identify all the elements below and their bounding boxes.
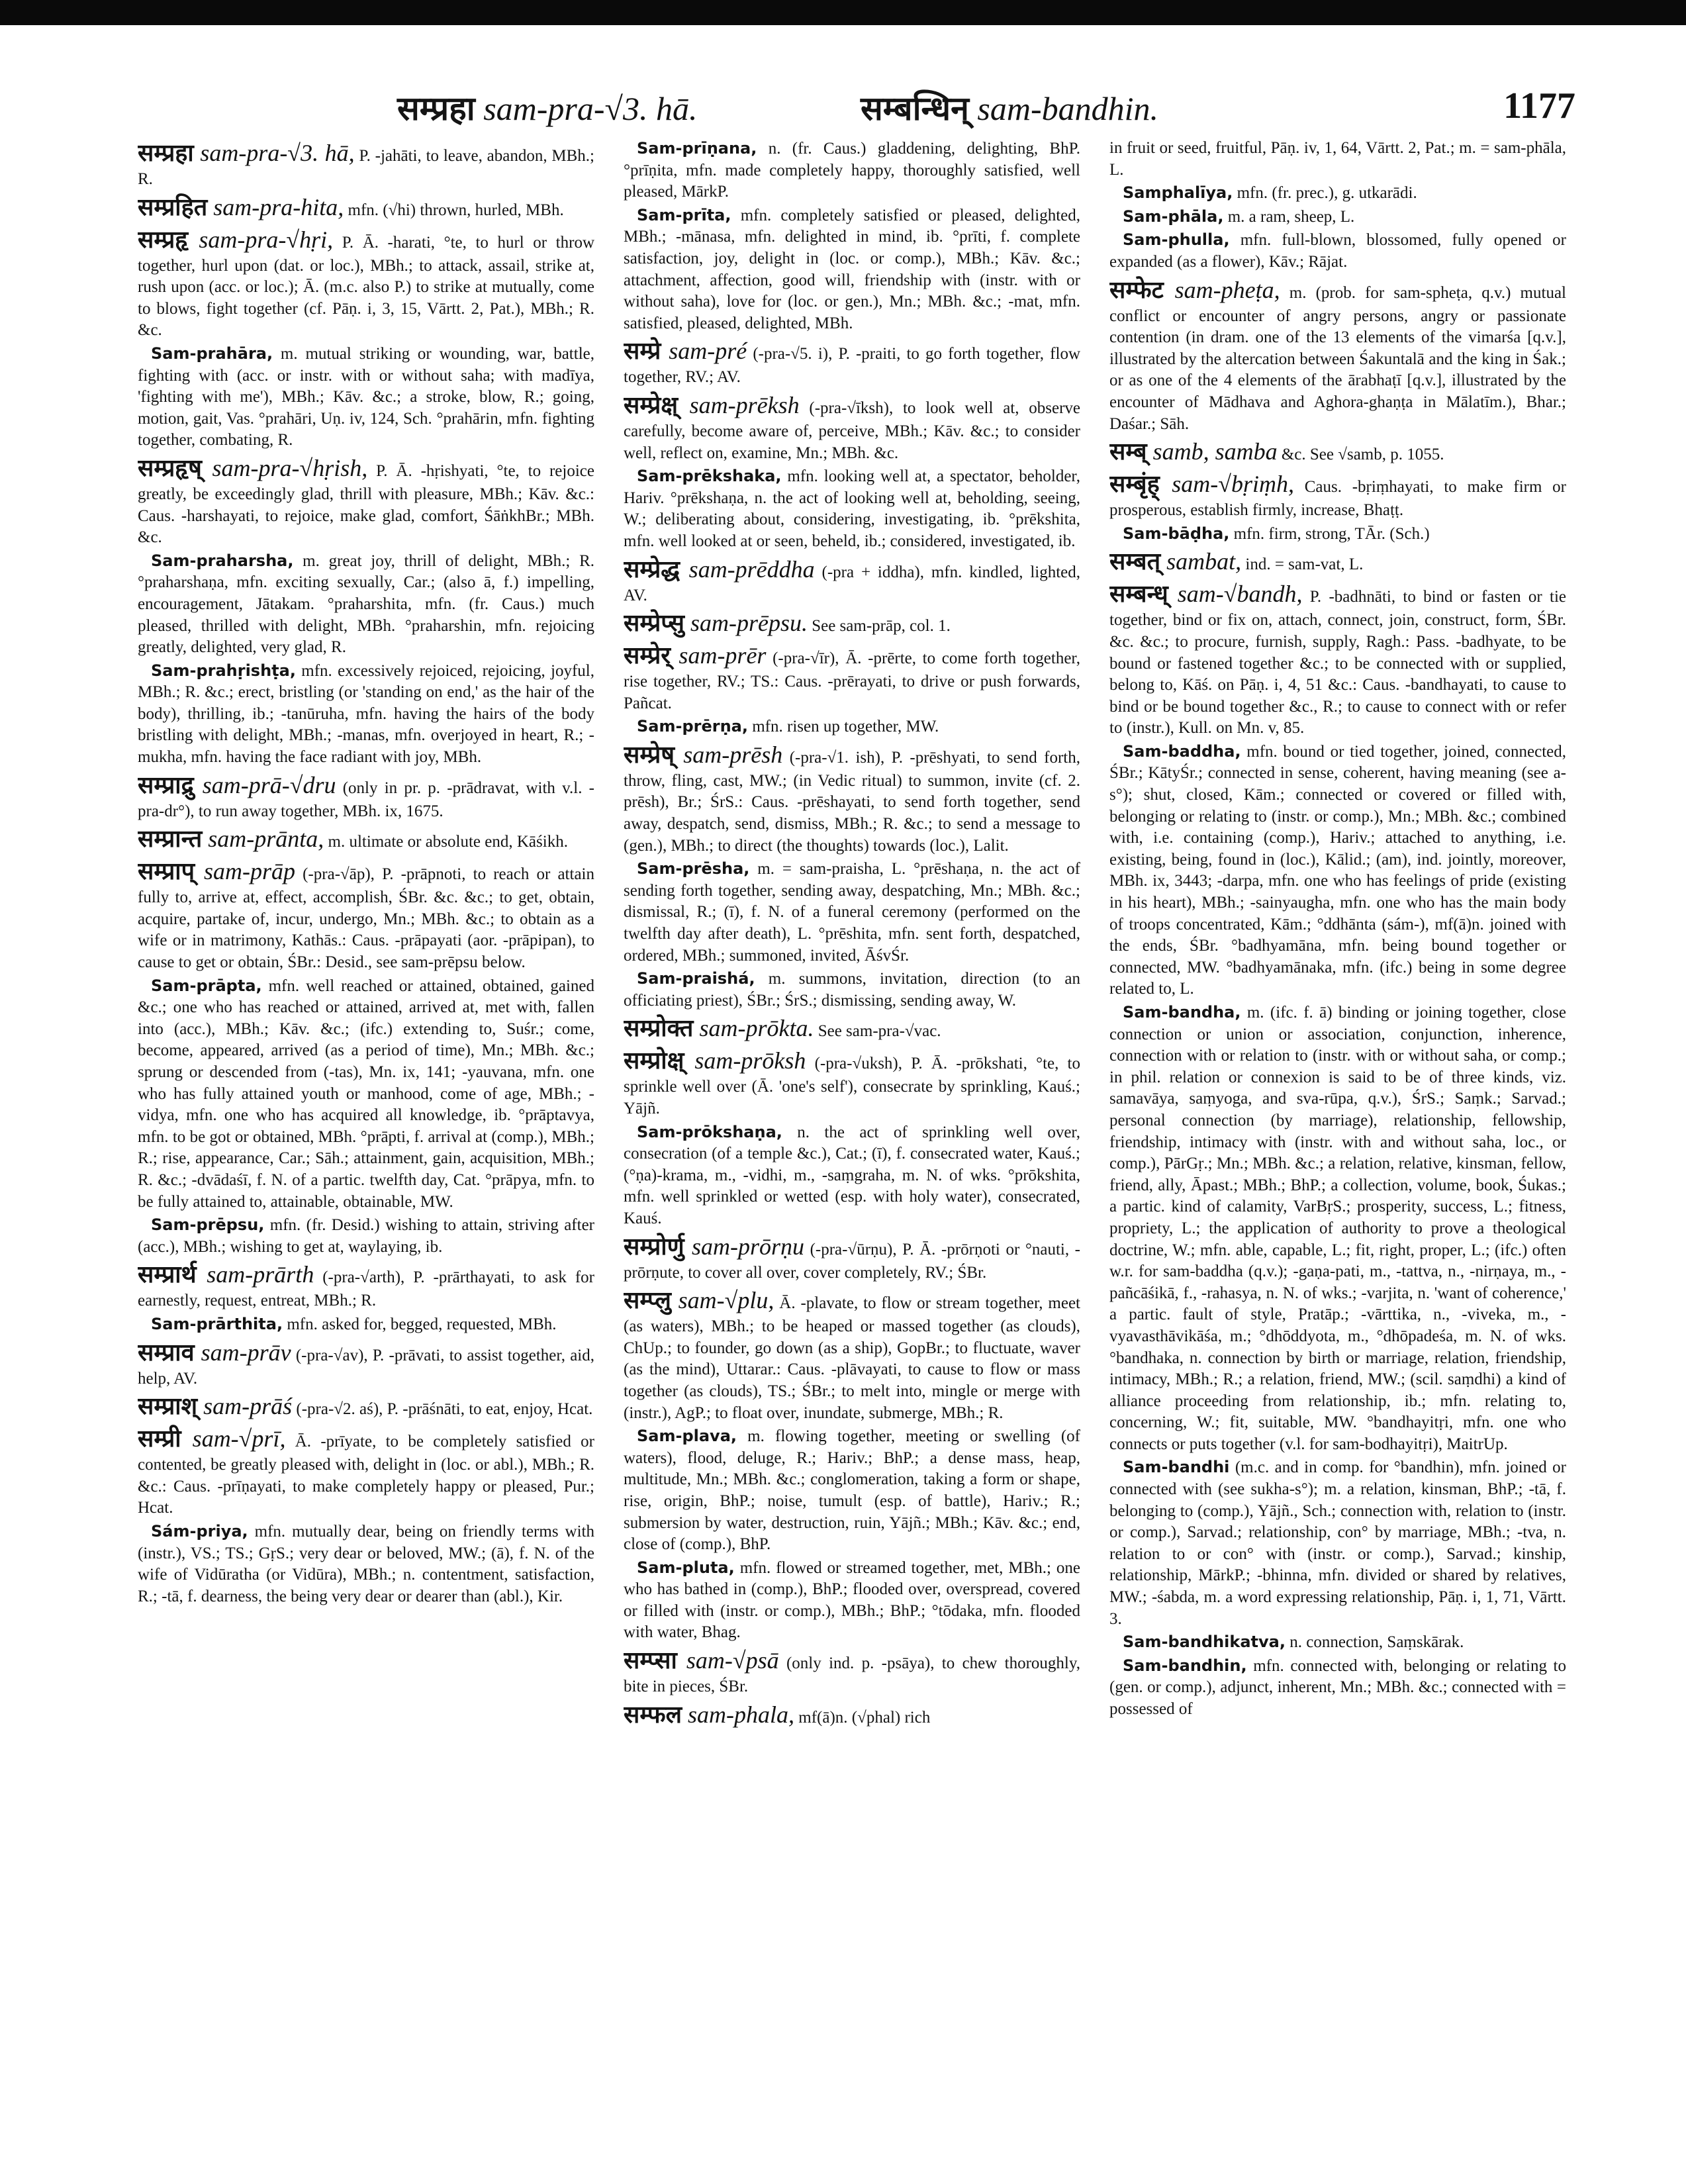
headword xyxy=(624,1015,814,1041)
subentry-lemma: Sam-prahāra, xyxy=(151,344,273,363)
entry-definition: mfn. excessively rejoiced, rejoicing, joyful, MBh.; R. &c.; erect, bristling (or 'standing on end,' as the hair of the body), thrilling, ib.; -tanūruha, mfn. having the hairs of the body bristling with delight, MBh.; -manas, mfn. overjoyed in heart, R.; -mukha, mfn. having the face radiant with joy, MBh. xyxy=(138,661,594,767)
entry-definition: m. flowing together, meeting or swelling (of waters), flood, deluge, R.; Hariv.; BhP.; a dense mass, heap, multitude, Mn.; MBh. &c.; conglomeration, taking a form or shape, rise, origin, BhP.; noise, tumult (esp. of battle), Hariv.; R.; submersion by water, destruction, ruin, Yājñ.; MBh.; Kāv. &c.; end, close of (comp.), BhP. xyxy=(624,1427,1080,1554)
entry-definition: in fruit or seed, fruitful, Pāṇ. iv, 1, 64, Vārtt. 2, Pat.; m. = sam-phāla, L. xyxy=(1109,139,1566,179)
subentry-lemma: Sam-bandha, xyxy=(1123,1003,1241,1021)
headword-transliteration: sam-prōrṇu xyxy=(684,1233,804,1260)
entry-definition: m. great joy, thrill of delight, MBh.; R. °praharshaṇa, mfn. exciting sexually, Car.; (also ā, f.) impelling, encouragement, Jātakam. °praharshita, mfn. (fr. Caus.) much pleased, thrilled with delight, MBh. °praharshin, mfn. rejoicing greatly, delighted, very glad, R. xyxy=(138,551,594,657)
left-running-head xyxy=(397,85,697,130)
entry-definition: (-pra-√av), P. -prāvati, to assist together, aid, help, AV. xyxy=(138,1346,594,1388)
subentry-lemma: Sam-bandhi xyxy=(1123,1458,1230,1477)
subentry-lemma: Sam-phulla, xyxy=(1123,230,1230,250)
headword-entry xyxy=(138,856,594,973)
headword-devanagari: सम्बत् xyxy=(1109,548,1161,576)
headword-devanagari: सम्प्रेक्ष् xyxy=(624,391,679,419)
headword-transliteration: sam-prāv xyxy=(194,1339,291,1366)
entry-definition: See sam-pra-√vac. xyxy=(814,1022,941,1041)
headword-devanagari: सम्प्सा xyxy=(624,1647,677,1675)
headword-transliteration: sam-pra-√hṛi, xyxy=(188,226,334,253)
headword-entry xyxy=(138,138,594,191)
headword xyxy=(138,772,336,798)
entry-definition: &c. See √samb, p. 1055. xyxy=(1277,446,1444,464)
entry-definition: (-pra + iddha), mfn. kindled, lighted, AV. xyxy=(624,563,1080,604)
entry-definition: (-pra-√āp), P. -prāpnoti, to reach or attain fully to, arrive at, effect, accomplish, ŚBr. &c. &c.; to get, obtain, acquire, partake of, incur, undergo, Mn.; MBh. &c.; to obtain as a wife or in matrimony, Kathās.: Caus. -prāpayati (aor. -prāpipan), to cause to get or obtain, ŚBr.: Desid., see sam-prēpsu below. xyxy=(138,865,594,972)
subentry xyxy=(624,968,1080,1012)
headword-transliteration: sam-phala, xyxy=(682,1701,795,1728)
entry-definition: n. connection, Saṃskārak. xyxy=(1286,1633,1464,1652)
entry-definition: mfn. bound or tied together, joined, connected, ŚBr.; KātyŚr.; connected in sense, coherent, having meaning (see a-s°); shut, closed, Kām.; connected or covered or filled with, belonging or relating to (instr. or comp.), Mn.; MBh. &c.; combined with, i.e. containing (comp.), Hariv.; attached to anything, i.e. existing, being, found in (loc.), Kālid.; (am), ind. jointly, moreover, MBh. ix, 3443; -darpa, mfn. one who has feelings of pride (existing in his heart), MBh.; -sainyaugha, mfn. one who has the main body of troops concentrated, Kām.; °ddhānta (sám-), mf(ā)n. joined with the ends, ŚBr. °badhyamāna, mfn. being bound together or connected, MW. °badhyamānaka, mfn. (ifc.) being in some degree related to, L. xyxy=(1109,742,1566,998)
entry-definition: mfn. (fr. prec.), g. utkarādi. xyxy=(1233,184,1417,203)
subentry xyxy=(624,858,1080,967)
headword-transliteration: samb, samba xyxy=(1147,438,1278,465)
headword-transliteration: sam-√prī, xyxy=(181,1425,286,1452)
subentry-lemma: Sam-praharsha, xyxy=(151,551,294,570)
entry-definition: n. the act of sprinkling well over, consecration (of a temple &c.), Cat.; (ī), f. consecrated water, Kauś.; (°ṇa)-krama, m., -vidhi, m., -saṃgraha, m. N. of wks. °prōkshita, mfn. well sprinkled or wetted (esp. with holy water), consecrated, Kauś. xyxy=(624,1123,1080,1227)
headword-entry xyxy=(1109,546,1566,577)
entry-definition: (-pra-√uksh), P. Ā. -prōkshati, °te, to sprinkle well over (Ā. 'one's self'), consecrate by sprinkling, Kauś.; Yājñ. xyxy=(624,1055,1080,1117)
headword-transliteration: sam-prōkta. xyxy=(693,1015,814,1042)
headword xyxy=(138,1339,291,1366)
entry-definition: (-pra-√1. ish), P. -prēshyati, to send forth, throw, fling, cast, MW.; (in Vedic ritual) to summon, invite (cf. 2. prēsh), Br.; ŚrS.: Caus. -prēshayati, to send forth together, send away, despatch, send, dismiss, MBh.; R. &c.; to send a message to (gen.), MBh.; to direct (the thoughts) towards (loc.), Lalit. xyxy=(624,748,1080,855)
headword-transliteration: sam-pra-√3. hā, xyxy=(193,140,355,166)
headword-transliteration: sam-prōksh xyxy=(684,1047,806,1074)
headword xyxy=(1109,581,1303,607)
headword-devanagari: सम्प्रोक्ष् xyxy=(624,1047,684,1075)
entry-definition: P. -badhnāti, to bind or fasten or tie together, bind or fix on, attach, connect, join, construct, form, ŚBr. &c. &c.; to procure, furnish, supply, Ragh.: Pass. -badhyate, to be bound or fastened together &c.; to be connected with or supplied, belong to, Kāś. on Pāṇ. i, 4, 51 &c.: Caus. -bandhayati, to cause to bind or be bound together &c., R.; to cause to connect with or refer to (instr.), Kull. on Mn. v, 85. xyxy=(1109,588,1566,737)
subentry xyxy=(1109,1631,1566,1654)
headword-devanagari: सम्प्रहृष् xyxy=(138,454,202,482)
subentry-lemma: Sam-prērṇa, xyxy=(637,717,748,736)
headword-devanagari: सम्प्राद्रु xyxy=(138,771,194,799)
subentry xyxy=(1109,1002,1566,1455)
headword xyxy=(138,194,344,220)
headword-transliteration: sam-pra-hita, xyxy=(207,193,344,220)
entry-definition: Ā. -plavate, to flow or stream together, meet (as waters), MBh.; to be heaped or massed together (as clouds), ChUp.; to founder, go down (as a ship), GopBr.; to fluctuate, waver (as the mind), Uttarar.: Caus. -plāvayati, to cause to flow or mass together (as clouds), TS.; ŚBr.; to melt into, mingle or merge with (instr.), AgP.; to float over, inundate, submerge, MBh.; R. xyxy=(624,1294,1080,1422)
entry-definition: mfn. asked for, begged, requested, MBh. xyxy=(283,1315,557,1333)
headword xyxy=(138,1261,314,1288)
headword xyxy=(138,226,333,253)
entry-definition: mfn. well reached or attained, obtained, gained &c.; one who has reached or attained, arrived at, met with, fallen into (acc.), MBh.; Kāv. &c.; (ifc.) extending to, Suśr.; come, become, appeared, arrived (as a period of time), Mn.; MBh. &c.; sprung or descended from (-tas), Mn. ix, 141; -yauvana, mfn. one who has fully attained youth or manhood, come of age, MBh.; -vidya, mfn. one who has acquired all knowledge, ib. °prāptavya, mfn. to be got or obtained, MBh. °prāpti, f. arrival at (comp.), MBh.; R.; rise, appearance, Car.; Sāh.; attainment, gain, acquisition, MBh.; R. &c.; -dvādaśī, f. N. of a partic. twelfth day, Cat. °prāpya, mfn. to be fully attained to, attainable, obtainable, MW. xyxy=(138,976,594,1211)
subentry xyxy=(1109,741,1566,1000)
entry-definition: m. = sam-praisha, L. °prēshaṇa, n. the act of sending forth together, sending away, despatching, Mn.; MBh. &c.; dismissal, R.; (ī), f. N. of a funeral ceremony (performed on the twelfth day after death), L. °prēshita, mfn. sent forth, despatched, ordered, MBh.; summoned, invited, ĀśvŚr. xyxy=(624,860,1080,965)
headword-entry xyxy=(138,1259,594,1312)
subentry-lemma: Sam-prāpta, xyxy=(151,976,262,995)
entry-definition: P. Ā. -harati, °te, to hurl or throw together, hurl upon (dat. or loc.), MBh.; to attack, assail, strike at, rush upon (acc. or loc.); Ā. (m.c. also P.) to strike at mutually, come to blows, fight together (cf. Pāṇ. i, 3, 15, Vārtt. 2, Pat.), MBh.; R. &c. xyxy=(138,233,594,340)
subentry-lemma: Sam-prēkshaka, xyxy=(637,467,782,486)
subentry xyxy=(624,205,1080,335)
headword xyxy=(624,1233,804,1260)
subentry-lemma: Sam-prēsha, xyxy=(637,859,750,878)
center-running-head-devanagari: सम्बन्धिन् xyxy=(861,89,969,128)
entry-definition: P. Ā. -hṛishyati, °te, to rejoice greatly, be exceedingly glad, thrill with pleasure, MBh.; Kāv. &c.: Caus. -harshayati, to rejoice, make glad, comfort, ŚāṅkhBr.; MBh. &c. xyxy=(138,461,594,547)
subentry xyxy=(624,1557,1080,1644)
column-3 xyxy=(1109,138,1566,2144)
headword-transliteration: sam-prānta, xyxy=(202,826,324,853)
subentry-lemma: Sam-prīta, xyxy=(637,205,731,224)
headword-entry xyxy=(624,640,1080,714)
headword-entry xyxy=(138,1337,594,1390)
headword-devanagari: सम्प्रान्त xyxy=(138,826,203,853)
subentry xyxy=(1109,206,1566,228)
headword-entry xyxy=(1109,579,1566,739)
headword xyxy=(624,556,815,583)
headword-entry xyxy=(624,1645,1080,1698)
headword xyxy=(138,1393,292,1419)
entry-definition: ind. = sam-vat, L. xyxy=(1241,555,1364,574)
entry-definition: m. (prob. for sam-spheṭa, q.v.) mutual conflict or encounter of angry persons, angry or passionate contention (in dram. one of the 13 elements of the vimarśa [q.v.], illustrated by the altercation between Śakuntalā and the king in Śak.; or as one of the 4 elements of the ārabhaṭī [q.v.], illustrated by the encounter of Mādhava and Aghora-ghaṇṭa in Mālatīm.), Bhar.; Daśar.; Sāh. xyxy=(1109,283,1566,433)
headword-entry xyxy=(624,1045,1080,1119)
entry-definition: (-pra-√2. aś), P. -prāśnāti, to eat, enjoy, Hcat. xyxy=(292,1400,593,1419)
subentry-lemma: Sam-praishá, xyxy=(637,969,755,988)
entry-definition: (-pra-√īksh), to look well at, observe carefully, become aware of, perceive, MBh.; Kāv. &c.; to consider well, reflect on, examine, Mn.; MBh. &c. xyxy=(624,399,1080,462)
headword-devanagari: सम्प्राश् xyxy=(138,1393,198,1421)
center-running-head-translit: sam-bandhin. xyxy=(977,90,1159,127)
headword-transliteration: sam-pra-√hṛish, xyxy=(201,454,368,481)
headword xyxy=(138,1425,285,1452)
headword-devanagari: सम्प्रोक्त xyxy=(624,1015,694,1043)
headword-devanagari: सम्बृंह् xyxy=(1109,471,1160,499)
subentry xyxy=(1109,523,1566,546)
entry-definition: mfn. risen up together, MW. xyxy=(747,718,939,736)
entry-definition: mf(ā)n. (√phal) rich xyxy=(794,1708,931,1727)
headword-transliteration: sam-prēr xyxy=(671,642,767,669)
headword xyxy=(1109,471,1294,497)
page-number: 1177 xyxy=(1503,85,1575,126)
headword-transliteration: sam-prēksh xyxy=(678,391,800,418)
headword-entry xyxy=(138,1391,594,1422)
entry-definition: (-pra-√īr), Ā. -prērte, to come forth together, rise together, RV.; TS.: Caus. -prērayati, to drive or push forwards, Pañcat. xyxy=(624,649,1080,712)
headword-devanagari: सम्प्री xyxy=(138,1425,181,1453)
center-running-head xyxy=(861,85,1158,130)
subentry-lemma: Sam-phāla, xyxy=(1123,207,1224,226)
headword xyxy=(624,392,800,418)
subentry xyxy=(624,465,1080,552)
subentry xyxy=(138,1521,594,1607)
headword-entry xyxy=(624,1013,1080,1044)
headword-transliteration: sam-prēddha xyxy=(680,555,815,583)
headword-entry xyxy=(138,770,594,823)
column-1 xyxy=(138,138,594,2144)
subentry xyxy=(624,138,1080,203)
headword xyxy=(138,826,324,852)
dictionary-columns xyxy=(138,138,1577,2144)
subentry xyxy=(1109,182,1566,205)
entry-definition: mfn. connected with, belonging or relating to (gen. or comp.), adjunct, inherent, Mn.; MBh. &c.; connected with = possessed of xyxy=(1109,1656,1566,1718)
subentry-lemma: Sam-bandhin, xyxy=(1123,1656,1247,1675)
subentry xyxy=(1109,1456,1566,1630)
headword-entry xyxy=(624,390,1080,464)
subentry xyxy=(138,1214,594,1258)
headword-transliteration: sam-√bṛiṃh, xyxy=(1159,471,1294,498)
subentry-lemma: Sam-prōkshaṇa, xyxy=(637,1122,782,1141)
entry-definition: m. ultimate or absolute end, Kāśikh. xyxy=(324,833,568,851)
headword xyxy=(624,1647,779,1674)
left-running-head-devanagari: सम्प्रहा xyxy=(397,89,475,128)
headword-entry xyxy=(624,1285,1080,1424)
headword-devanagari: सम्प्रोर्णु xyxy=(624,1233,684,1260)
headword-devanagari: सम्प्रहृ xyxy=(138,226,189,254)
headword-entry xyxy=(1109,436,1566,467)
headword-transliteration: sam-√plu, xyxy=(671,1287,774,1314)
entry-definition: See sam-prāp, col. 1. xyxy=(807,617,951,636)
headword-transliteration: sam-prārth xyxy=(196,1261,314,1288)
headword xyxy=(624,1701,794,1728)
entry-definition: mfn. full-blown, blossomed, fully opened or expanded (as a flower), Kāv.; Rājat. xyxy=(1109,231,1566,271)
subentry-lemma: Sam-prēpsu, xyxy=(151,1215,265,1235)
headword-entry xyxy=(138,824,594,855)
subentry-lemma: Sam-bāḍha, xyxy=(1123,524,1230,543)
headword-entry xyxy=(624,739,1080,857)
headword-transliteration: sambat, xyxy=(1160,548,1242,575)
subentry xyxy=(138,343,594,451)
entry-definition: (only ind. p. -psāya), to chew thoroughly, bite in pieces, ŚBr. xyxy=(624,1654,1080,1696)
subentry xyxy=(138,550,594,659)
entry-definition: Caus. -bṛiṃhayati, to make firm or prosperous, establish firmly, increase, Bhaṭṭ. xyxy=(1109,478,1566,520)
subentry-lemma: Sam-prahṛishṭa, xyxy=(151,661,296,680)
headword-devanagari: सम्प्रार्थ xyxy=(138,1261,197,1289)
entry-definition: m. mutual striking or wounding, war, battle, fighting with (acc. or instr. with or without saha; with madīya, 'fighting with me'), MBh.; Kāv. &c.; a stroke, blow, R.; going, motion, gait, Vas. °prahāri, Uṇ. iv, 124, Sch. °prahārin, mfn. fighting together, combating, R. xyxy=(138,344,594,450)
column-2 xyxy=(624,138,1080,2144)
headword-entry xyxy=(138,192,594,223)
subentry xyxy=(1109,229,1566,273)
headword-entry xyxy=(138,1423,594,1519)
subentry-lemma: Sam-pluta, xyxy=(637,1558,735,1577)
entry-definition: Ā. -prīyate, to be completely satisfied or contented, be greatly pleased with, delight in (loc. or abl.), MBh.; R. &c.: Caus. -prīṇayati, to make completely happy or pleased, Pur.; Hcat. xyxy=(138,1433,594,1517)
headword-transliteration: sam-prāś xyxy=(197,1393,293,1420)
headword-entry xyxy=(624,608,1080,639)
entry-definition: mfn. looking well at, a spectator, beholder, Hariv. °prēkshaṇa, n. the act of looking well at, beholding, seeing, W.; deliberating about, considering, investigating, ib. °prēkshita, mfn. well looked at or seen, beheld, ib.; considered, investigated, ib. xyxy=(624,467,1080,550)
headword-entry xyxy=(1109,469,1566,522)
headword-devanagari: सम्प्रेष् xyxy=(624,741,675,769)
headword-transliteration: sam-prēpsu. xyxy=(684,610,808,637)
subentry-lemma: Sám-priya, xyxy=(151,1521,248,1541)
headword-entry xyxy=(138,224,594,342)
headword xyxy=(624,1047,806,1074)
subentry-lemma: Samphalīya, xyxy=(1123,183,1233,203)
headword xyxy=(138,858,295,884)
headword-transliteration: sam-pheṭa, xyxy=(1163,276,1280,303)
subentry xyxy=(624,1121,1080,1230)
subentry xyxy=(1109,1655,1566,1721)
headword-devanagari: सम्प्राव xyxy=(138,1339,195,1366)
headword xyxy=(624,610,808,636)
entry-definition: (-pra-√ūrṇu), P. Ā. -prōrṇoti or °nauti, -prōrṇute, to cover all over, cover completely, RV.; ŚBr. xyxy=(624,1240,1080,1282)
headword-devanagari: सम्ब् xyxy=(1109,438,1147,466)
headword-devanagari: सम्प्रेद्ध xyxy=(624,555,680,583)
headword-devanagari: सम्फल xyxy=(624,1701,682,1729)
headword xyxy=(624,1287,774,1313)
entry-definition: P. -jahāti, to leave, abandon, MBh.; R. xyxy=(138,147,594,188)
headword-entry xyxy=(624,336,1080,389)
headword-transliteration: sam-prāp xyxy=(195,858,295,885)
entry-definition: m. (ifc. f. ā) binding or joining together, close connection or union or association, conjunction, inherence, connection with or relation to (instr. with or without saha, or comp.; in phil. relation or connexion is said to be of three kinds, viz. samavāya, saṃyoga, and sva-rūpa, q.v.), ŚrS.; Saṃk.; Sarvad.; personal connection (by marriage), relationship, fellowship, friendship, intimacy with (instr. with and without saha, loc., or comp.), PārGṛ.; Mn.; MBh. &c.; a relation, relative, kinsman, fellow, friend, ally, Āpast.; MBh.; BhP.; a collection, volume, book, Śukas.; a partic. kind of calamity, VarBṛS.; prosperity, success, L.; fitness, propriety, L.; the application of authority to prove a theological doctrine, W.; mfn. able, capable, L.; fit, right, proper, L.; (ifc.) often w.r. for sam-baddha (q.v.); -gaṇa-pati, m., -tattva, n., -nirṇaya, m., -pañcāśikā, f., -rahasya, n. N. of wks.; -varjita, n. 'want of coherence,' a partic. fault of style, Pratāp.; -vārttika, n., -viveka, m., -vyavasthāvikāśa, m.; °dhōddyota, m., °dhōpadeśa, m. N. of wks. °bandhaka, n. connection by birth or marriage, relation, friendship, intimacy, MBh.; R.; a relation, friend, MW.; (scil. saṃdhi) a kind of alliance proceeding from relationship, ib.; mfn. relating to, concerning, W.; fit, suitable, MW. °bandhayitṛi, mfn. one who connects or puts together (v.l. for sam-bodhayitṛi), MaitrUp. xyxy=(1109,1004,1566,1453)
entry-definition: n. (fr. Caus.) gladdening, delighting, BhP. °prīṇita, mfn. made completely happy, thoroughly satisfied, well pleased, MārkP. xyxy=(624,140,1080,201)
top-scan-border xyxy=(0,0,1686,25)
subentry xyxy=(624,1425,1080,1556)
entry-definition: mfn. mutually dear, being on friendly terms with (instr.), VS.; TS.; GṛS.; very dear or beloved, MW.; (ā), f. N. of the wife of Vidūratha (or Vidūra), MBh.; n. contentment, satisfaction, R.; -tā, f. dearness, the being very dear or dearer than (abl.), Kir. xyxy=(138,1522,594,1605)
subentry xyxy=(624,716,1080,738)
entry-definition: (-pra-√arth), P. -prārthayati, to ask for earnestly, request, entreat, MBh.; R. xyxy=(138,1268,594,1310)
headword xyxy=(138,455,367,481)
headword xyxy=(624,741,782,768)
entry-definition: m. a ram, sheep, L. xyxy=(1223,207,1355,226)
entry-definition: (-pra-√5. i), P. -praiti, to go forth together, flow together, RV.; AV. xyxy=(624,345,1080,387)
left-running-head-translit: sam-pra-√3. hā. xyxy=(483,90,698,127)
headword-entry xyxy=(624,1699,1080,1731)
headword xyxy=(624,338,747,364)
page-header xyxy=(132,85,1575,138)
headword xyxy=(1109,277,1280,303)
headword-entry xyxy=(1109,275,1566,436)
headword-entry xyxy=(138,453,594,549)
headword-devanagari: सम्प्रहित xyxy=(138,193,208,221)
entry-definition: mfn. (fr. Desid.) wishing to attain, striving after (acc.), MBh.; wishing to get at, waylaying, ib. xyxy=(138,1216,594,1256)
headword xyxy=(1109,438,1278,465)
headword-entry xyxy=(624,1231,1080,1284)
headword-transliteration: sam-√psā xyxy=(677,1647,779,1674)
entry-continuation xyxy=(1109,138,1566,181)
headword-transliteration: sam-√bandh, xyxy=(1168,581,1303,608)
headword-devanagari: सम्प्रेर् xyxy=(624,642,671,670)
subentry-lemma: Sam-plava, xyxy=(637,1427,737,1446)
headword-transliteration: sam-prā-√dru xyxy=(193,771,336,798)
subentry xyxy=(138,1313,594,1336)
headword-devanagari: सम्प्लु xyxy=(624,1287,671,1315)
entry-definition: mfn. firm, strong, TĀr. (Sch.) xyxy=(1229,524,1430,543)
subentry-lemma: Sam-baddha, xyxy=(1123,741,1241,761)
headword xyxy=(1109,548,1241,575)
headword-transliteration: sam-pré xyxy=(661,338,747,365)
headword-devanagari: सम्फेट xyxy=(1109,276,1164,304)
headword-devanagari: सम्प्राप् xyxy=(138,858,195,886)
subentry xyxy=(138,660,594,769)
entry-definition: (m.c. and in comp. for °bandhin), mfn. joined or connected with (see sukha-s°); m. a relation, kinsman, BhP.; -tā, f. belonging to (comp.), Yājñ., Sch.; connection with, relation to (instr. or comp.), Sarvad.; relationship, con° by marriage, MBh.; -tva, n. relation to or con° with (instr. or comp.), Sarvad.; kinship, relationship, MārkP.; -bhinna, mfn. divided or shared by relatives, MW.; -śabda, m. a word expressing relationship, Pāṇ. i, 1, 71, Vārtt. 3. xyxy=(1109,1458,1566,1628)
subentry-lemma: Sam-prīṇana, xyxy=(637,139,757,158)
entry-definition: mfn. completely satisfied or pleased, delighted, MBh.; -mānasa, mfn. delighted in mind, ib. °prīti, f. complete satisfaction, joy, delight in (loc. or comp.), MBh.; Kāv. &c.; attachment, affection, good will, friendship with (instr. with or without saha), love for (loc. or gen.), Mn.; MBh. &c.; -mat, mfn. satisfied, pleased, delighted, MBh. xyxy=(624,206,1080,332)
headword-devanagari: सम्बन्ध् xyxy=(1109,581,1168,608)
headword-entry xyxy=(624,554,1080,607)
headword-transliteration: sam-prēsh xyxy=(675,741,783,768)
entry-definition: mfn. (√hi) thrown, hurled, MBh. xyxy=(344,201,564,219)
headword-devanagari: सम्प्रेप्सु xyxy=(624,610,684,638)
headword-devanagari: सम्प्रे xyxy=(624,338,661,365)
headword xyxy=(138,140,355,166)
entry-definition: m. summons, invitation, direction (to an officiating priest), ŚBr.; ŚrS.; dismissing, sending away, W. xyxy=(624,970,1080,1010)
entry-definition: (only in pr. p. -prādravat, with v.l. -pra-dr°), to run away together, MBh. ix, 1675. xyxy=(138,779,594,820)
subentry-lemma: Sam-prārthita, xyxy=(151,1314,283,1333)
headword-devanagari: सम्प्रहा xyxy=(138,140,194,167)
headword xyxy=(624,642,766,669)
subentry-lemma: Sam-bandhikatva, xyxy=(1123,1633,1286,1652)
subentry xyxy=(138,975,594,1213)
entry-definition: mfn. flowed or streamed together, met, MBh.; one who has bathed in (comp.), BhP.; flooded over, overspread, covered or filled with (instr. or comp.), MBh.; BhP.; °tōdaka, mfn. flooded with water, Bhag. xyxy=(624,1558,1080,1642)
